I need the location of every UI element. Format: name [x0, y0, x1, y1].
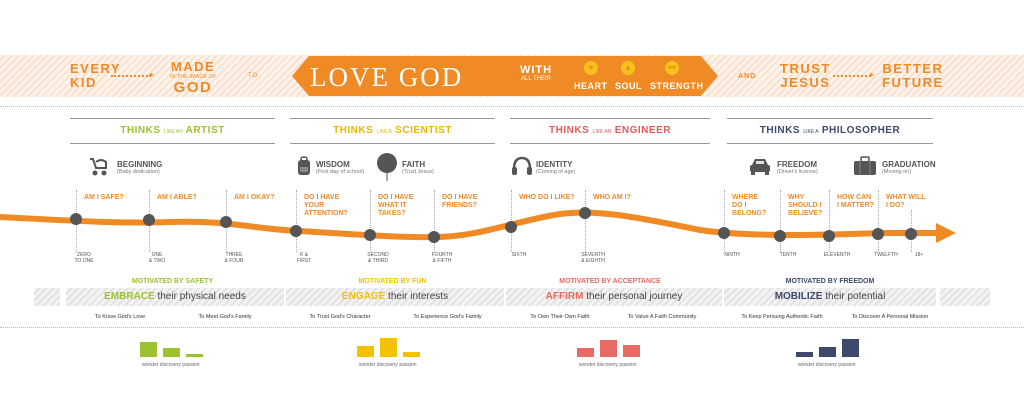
timeline-node — [823, 230, 835, 242]
thinks-rule — [727, 118, 933, 119]
age-label: SIXTH — [511, 252, 527, 258]
bar-passion — [623, 345, 640, 357]
question-attention: DO I HAVE YOUR ATTENTION? — [304, 194, 348, 217]
bar-passion — [403, 352, 420, 357]
thinks-engineer: THINKS LIKE AN ENGINEER — [549, 125, 671, 136]
timeline-node — [774, 230, 786, 242]
arrow-head-1: ▸ — [150, 70, 155, 79]
question-am-i-okay: AM I OKAY? — [234, 194, 275, 201]
question-friends: DO I HAVE FRIENDS? — [442, 194, 478, 209]
soul-icon: ▲ — [621, 61, 635, 75]
made-in-image-text: MADE IN THE IMAGE OF GOD — [169, 59, 217, 96]
question-am-i-able: AM I ABLE? — [157, 194, 197, 201]
bar-label: wonder discovery passion — [579, 362, 637, 368]
heart-icon: ♥ — [584, 61, 598, 75]
bar-wonder — [140, 342, 157, 357]
milestone-wisdom: WISDOM (First day of school) — [316, 160, 365, 175]
timeline-node — [428, 231, 440, 243]
timeline-node — [905, 228, 917, 240]
phase-mobilize: MOBILIZE their potential — [774, 291, 886, 302]
motivation-fun: MOTIVATED BY FUN — [358, 278, 427, 285]
goal-text: To Own Their Own Faith — [530, 314, 590, 320]
question-what-will-i-do: WHAT WILL I DO? — [886, 194, 926, 209]
with-all-their-text: WITH ALL THEIR — [519, 64, 553, 82]
goal-text: To Meet God's Family — [198, 314, 252, 320]
phase-affirm: AFFIRM their personal journey — [545, 291, 683, 302]
heart-label: HEART — [574, 81, 608, 91]
age-label: 18+ — [914, 252, 924, 258]
age-label: TENTH — [779, 252, 797, 258]
age-label: SECOND & THIRD — [367, 252, 389, 264]
strength-label: STRENGTH — [650, 81, 704, 91]
goal-text: To Value A Faith Community — [627, 314, 697, 320]
trust-jesus-text: TRUST JESUS — [780, 61, 831, 90]
question-believe: WHY SHOULD I BELIEVE? — [788, 194, 823, 217]
timeline-node — [872, 228, 884, 240]
arrow-head-2: ▸ — [870, 70, 875, 79]
goal-text: To Trust God's Character — [309, 314, 371, 320]
goal-text: To Keep Persuing Authentic Faith — [741, 314, 823, 320]
balloon-icon — [376, 152, 398, 182]
phase-band — [34, 288, 60, 306]
milestone-identity: IDENTITY (Coming of age) — [536, 160, 576, 175]
question-am-i-safe: AM I SAFE? — [84, 194, 124, 201]
age-label: NINTH — [724, 252, 740, 258]
love-god-title: LOVE GOD — [310, 62, 464, 92]
bar-wonder — [796, 352, 813, 357]
milestone-faith: FAITH (Trust Jesus) — [402, 160, 434, 175]
soul-label: SOUL — [615, 81, 643, 91]
and-text: AND — [738, 73, 757, 80]
age-label: ONE & TWO — [148, 252, 166, 264]
bar-wonder — [577, 348, 594, 357]
bar-discovery — [819, 347, 836, 357]
backpack-icon — [296, 156, 312, 176]
timeline-node — [505, 221, 517, 233]
motivation-acceptance: MOTIVATED BY ACCEPTANCE — [559, 278, 661, 285]
thinks-rule — [510, 118, 710, 119]
age-label: FOURTH & FIFTH — [431, 252, 453, 264]
timeline-node — [290, 225, 302, 237]
timeline-node — [70, 213, 82, 225]
age-label: SEVENTH & EIGHTH — [581, 252, 605, 264]
goal-text: To Experience God's Family — [413, 314, 482, 320]
question-what-it-takes: DO I HAVE WHAT IT TAKES? — [378, 194, 414, 217]
bar-label: wonder discovery passion — [359, 362, 417, 368]
thinks-artist: THINKS LIKE AN ARTIST — [120, 125, 225, 136]
age-label: ELEVENTH — [823, 252, 851, 258]
milestone-graduation: GRADUATION (Moving on) — [882, 160, 936, 175]
question-who-am-i: WHO AM I? — [593, 194, 631, 201]
bar-label: wonder discovery passion — [798, 362, 856, 368]
thinks-scientist: THINKS LIKE A SCIENTIST — [333, 125, 452, 136]
phase-embrace: EMBRACE their physical needs — [104, 291, 246, 302]
thinks-rule — [510, 143, 710, 144]
bar-discovery — [380, 338, 397, 357]
timeline-node — [143, 214, 155, 226]
suitcase-icon — [853, 156, 877, 176]
question-belong: WHERE DO I BELONG? — [732, 194, 767, 217]
to-text: TO — [248, 73, 259, 79]
milestone-beginning: BEGINNING (Baby dedication) — [117, 160, 163, 175]
timeline-node — [220, 216, 232, 228]
headphones-icon — [511, 155, 533, 177]
age-label: THREE & FOUR — [224, 252, 244, 264]
timeline-node — [718, 227, 730, 239]
strength-icon: ●● — [665, 61, 679, 75]
stroller-icon — [87, 155, 109, 177]
age-label: TWELFTH — [874, 252, 898, 258]
timeline-node — [579, 207, 591, 219]
goal-text: To Know God's Love — [94, 314, 146, 320]
thinks-rule — [290, 143, 495, 144]
bar-discovery — [163, 348, 180, 357]
every-kid-text: EVERY KID — [70, 61, 122, 90]
age-label: K & FIRST — [296, 252, 312, 264]
phase-engage: ENGAGE their interests — [341, 291, 449, 302]
divider-top — [0, 106, 1024, 107]
bar-discovery — [600, 340, 617, 357]
thinks-philosopher: THINKS LIKE A PHILOSOPHER — [759, 125, 901, 136]
age-label: ZERO TO ONE — [74, 252, 94, 264]
question-who-do-i-like: WHO DO I LIKE? — [519, 194, 575, 201]
better-future-text: BETTER FUTURE — [882, 61, 944, 90]
question-matter: HOW CAN I MATTER? — [837, 194, 874, 209]
motivation-freedom: MOTIVATED BY FREEDOM — [785, 278, 875, 285]
bar-wonder — [357, 346, 374, 357]
bar-passion — [186, 354, 203, 357]
bar-label: wonder discovery passion — [142, 362, 200, 368]
divider-bottom — [0, 327, 1024, 328]
thinks-rule — [290, 118, 495, 119]
dotted-arrow-2 — [833, 75, 871, 77]
bar-passion — [842, 339, 859, 357]
thinks-rule — [70, 118, 275, 119]
thinks-rule — [70, 143, 275, 144]
goal-text: To Discover A Personal Mission — [851, 314, 929, 320]
motivation-safety: MOTIVATED BY SAFETY — [131, 278, 214, 285]
car-icon — [748, 156, 772, 176]
thinks-rule — [727, 143, 933, 144]
phase-band — [940, 288, 990, 306]
timeline-node — [364, 229, 376, 241]
milestone-freedom: FREEDOM (Driver's license) — [777, 160, 818, 175]
dotted-arrow-1 — [111, 75, 151, 77]
